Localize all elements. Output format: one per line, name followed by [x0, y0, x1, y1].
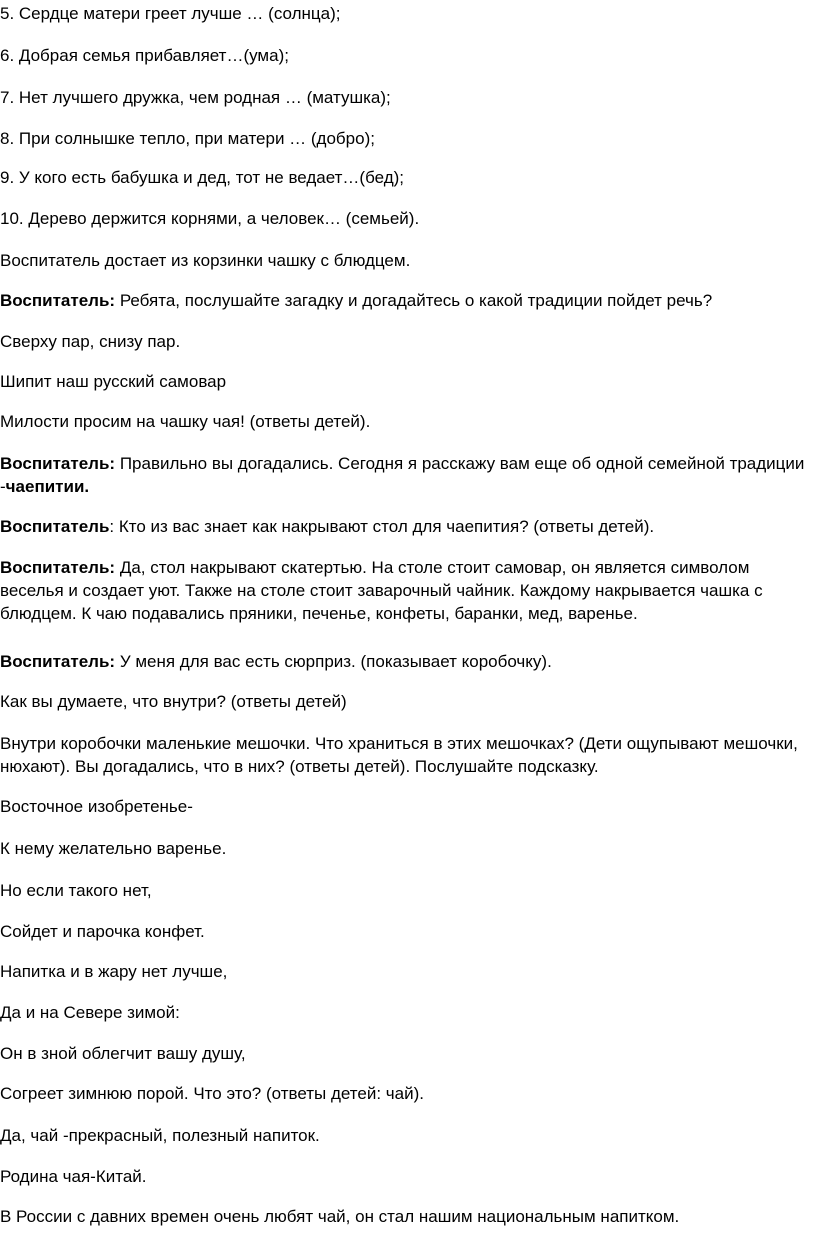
paragraph-13 — [0, 515, 812, 538]
paragraph-27 — [0, 1165, 812, 1188]
speaker-label: Воспитатель: — [0, 558, 116, 577]
text: В России с давних времен очень любят чай, он стал нашим национальным напитком. — [0, 1207, 680, 1226]
paragraph-15 — [0, 650, 812, 673]
paragraph-5 — [0, 166, 812, 189]
text: Родина чая-Китай. — [0, 1167, 147, 1186]
paragraph-26 — [0, 1124, 812, 1147]
paragraph-17 — [0, 732, 812, 778]
paragraph-24 — [0, 1042, 812, 1065]
paragraph-28 — [0, 1205, 812, 1228]
paragraph-22 — [0, 960, 812, 983]
text: Шипит наш русский самовар — [0, 372, 227, 391]
paragraph-12 — [0, 452, 812, 498]
speaker-label: Воспитатель: — [0, 652, 116, 671]
bold-term: чаепитии. — [5, 477, 90, 496]
text: Милости просим на чашку чая! (ответы детей). — [0, 412, 371, 431]
text: 7. Нет лучшего дружка, чем родная … (матушка); — [0, 88, 391, 107]
text: 5. Сердце матери греет лучше … (солнца); — [0, 4, 341, 23]
text: Согреет зимнюю порой. Что это? (ответы детей: чай). — [0, 1084, 424, 1103]
speaker-label: Воспитатель: — [0, 291, 116, 310]
paragraph-4 — [0, 127, 812, 150]
text: Сверху пар, снизу пар. — [0, 332, 181, 351]
text: 9. У кого есть бабушка и дед, тот не ведает…(бед); — [0, 168, 405, 187]
paragraph-14 — [0, 556, 812, 625]
paragraph-7 — [0, 249, 812, 272]
paragraph-19 — [0, 837, 812, 860]
text: У меня для вас есть сюрприз. (показывает коробочку). — [115, 652, 552, 671]
text: Внутри коробочки маленькие мешочки. Что храниться в этих мешочках? (Дети ощупывают мешочки, нюхают). Вы догадались, что в них? (ответы детей). Послушайте подсказку. — [0, 734, 798, 776]
paragraph-10 — [0, 370, 812, 393]
text: : Кто из вас знает как накрывают стол для чаепития? (ответы детей). — [109, 517, 655, 536]
text: Напитка и в жару нет лучше, — [0, 962, 228, 981]
paragraph-18 — [0, 795, 812, 818]
text: Восточное изобретенье- — [0, 797, 193, 816]
paragraph-21 — [0, 920, 812, 943]
text: 6. Добрая семья прибавляет…(ума); — [0, 46, 289, 65]
text: Как вы думаете, что внутри? (ответы детей) — [0, 692, 347, 711]
paragraph-25 — [0, 1082, 812, 1105]
paragraph-16 — [0, 690, 812, 713]
paragraph-11 — [0, 410, 812, 433]
text: Ребята, послушайте загадку и догадайтесь о какой традиции пойдет речь? — [115, 291, 713, 310]
text: Да и на Севере зимой: — [0, 1003, 180, 1022]
paragraph-23 — [0, 1001, 812, 1024]
text: К нему желательно варенье. — [0, 839, 227, 858]
paragraph-20 — [0, 879, 812, 902]
text: Но если такого нет, — [0, 881, 152, 900]
text: 8. При солнышке тепло, при матери … (добро); — [0, 129, 375, 148]
paragraph-3 — [0, 86, 812, 109]
paragraph-9 — [0, 330, 812, 353]
paragraph-6 — [0, 207, 812, 230]
text: Да, стол накрывают скатертью. На столе стоит самовар, он является символом веселья и создает уют. Также на столе стоит заварочный чайник. Каждому накрывается чашка с блюдцем. К чаю подавались пряники, печенье, конфеты, баранки, мед, варенье. — [0, 558, 763, 623]
text: 10. Дерево держится корнями, а человек… (семьей). — [0, 209, 420, 228]
text: Да, чай -прекрасный, полезный напиток. — [0, 1126, 320, 1145]
text: Он в зной облегчит вашу душу, — [0, 1044, 246, 1063]
speaker-label: Воспитатель — [0, 517, 110, 536]
speaker-label: Воспитатель: — [0, 454, 116, 473]
paragraph-2 — [0, 44, 812, 67]
paragraph-1 — [0, 2, 812, 25]
paragraph-8 — [0, 289, 812, 312]
text: Сойдет и парочка конфет. — [0, 922, 205, 941]
text: Правильно вы догадались. Сегодня я расскажу вам еще об одной семейной традиции - — [0, 454, 805, 496]
text: Воспитатель достает из корзинки чашку с блюдцем. — [0, 251, 411, 270]
